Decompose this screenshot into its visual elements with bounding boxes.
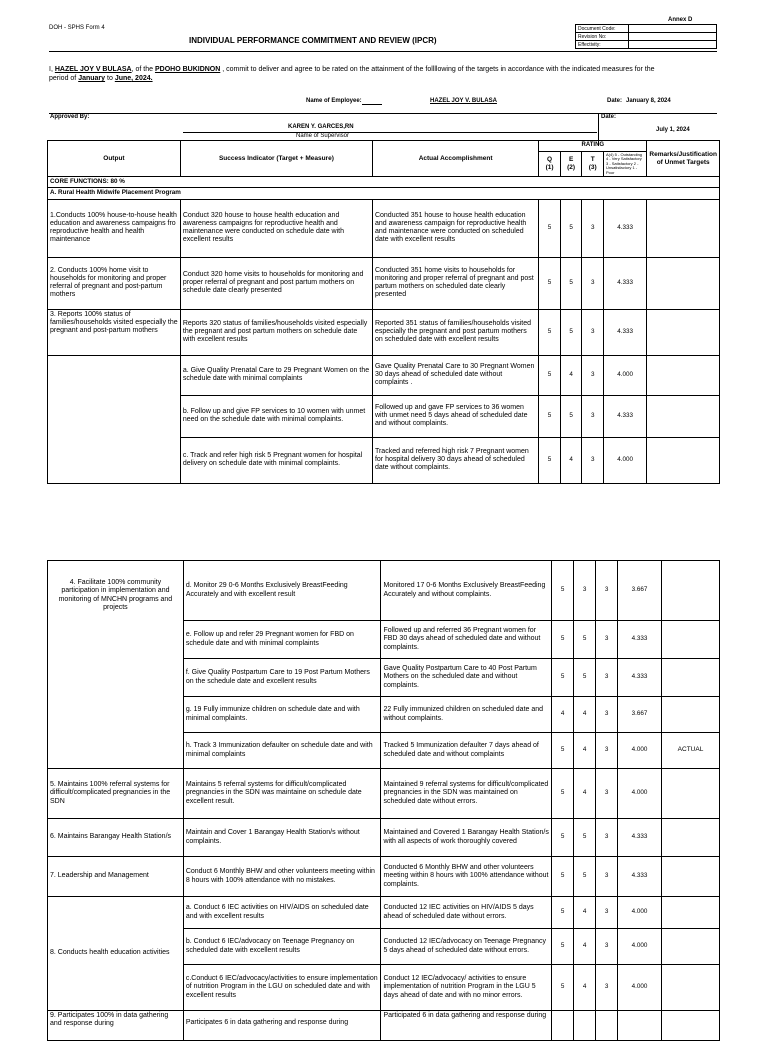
rating-a: 4.333 [603,309,646,355]
table-row [48,769,720,819]
rating-q: 5 [552,965,574,1011]
indicator-cell: Maintain and Cover 1 Barangay Health Station/s without complaints. [183,819,381,857]
rating-e: 4 [560,355,582,395]
remarks-cell [647,257,720,309]
rating-t: 3 [582,395,604,437]
header-remarks: Remarks/Justification of Unmet Targets [647,141,720,177]
rating-q: 5 [539,355,561,395]
indicator-cell: a. Give Quality Prenatal Care to 29 Pregnant Women on the schedule date with minimal complaints [180,355,372,395]
approval-date-label: Date: [601,114,617,120]
rating-a: 3.667 [618,697,662,733]
rating-t: 3 [596,819,618,857]
header-divider [49,51,717,52]
rating-a: 4.333 [618,621,662,659]
rating-t: 3 [582,355,604,395]
rating-e [574,1011,596,1041]
rating-t: 3 [582,257,604,309]
indicator-cell: Reports 320 status of families/households visited especially the pregnant and post partum mothers on schedule date with excellent results [180,309,372,355]
rating-q: 5 [552,733,574,769]
accomplishment-cell: Tracked and referred high risk 7 Pregnant women for hospital delivery 30 days ahead of scheduled date without complaints. [372,437,538,483]
header-q-letter: Q [547,156,553,164]
table-row [48,857,720,897]
rating-t: 3 [596,697,618,733]
program-row: A. Rural Health Midwife Placement Program [48,188,720,199]
period-from: January [78,75,106,82]
rating-e: 5 [560,395,582,437]
rating-a: 4.333 [618,857,662,897]
supervisor-line [183,132,597,133]
rating-t: 3 [582,309,604,355]
rating-q: 5 [539,257,561,309]
rating-e: 5 [560,309,582,355]
remarks-cell: ACTUAL [662,733,720,769]
table-row [48,257,720,309]
approval-top-line [49,113,717,114]
rating-scale-legend: 5 - Outstanding 4 - Very Satisfactory 3 - Satisfactory 2 - Unsatisfactory 1 - Poor [605,151,643,175]
remarks-cell [662,659,720,697]
accomplishment-cell: Conducted 351 house to house health education and awareness campaign for reproductive health and maintenance were conducted on scheduled date with excellent results [372,199,538,257]
remarks-cell [647,355,720,395]
core-functions-row: CORE FUNCTIONS: 80 % [48,177,720,188]
remarks-cell [647,395,720,437]
remarks-cell [662,965,720,1011]
indicator-cell: d. Monitor 29 0-6 Months Exclusively BreastFeeding Accurately and with excellent result [183,561,381,621]
rating-t: 3 [582,437,604,483]
output-cell [48,355,181,483]
rating-q: 5 [552,929,574,965]
form-code: DOH - SPHS Form 4 [49,25,105,31]
output-cell: 3. Reports 100% status of families/households visited especially the pregnant and post-partum mothers [48,309,181,355]
indicator-cell: h. Track 3 Immunization defaulter on schedule date and with minimal complaints [183,733,381,769]
period-to-word: to [107,75,113,82]
indicator-cell: c. Track and refer high risk 5 Pregnant women for hospital delivery on schedule date with minimal complaints. [180,437,372,483]
rating-t: 3 [596,659,618,697]
accomplishment-cell: Conducted 12 IEC activities on HIV/AIDS 5 days ahead of scheduled date without errors. [381,897,552,929]
table-row [48,355,720,395]
remarks-cell [662,857,720,897]
rating-q: 5 [539,437,561,483]
annex-label: Annex D [668,17,693,23]
accomplishment-cell: Conducted 12 IEC/advocacy on Teenage Pregnancy 5 days ahead of scheduled date without errors. [381,929,552,965]
page-title: INDIVIDUAL PERFORMANCE COMMITMENT AND REVIEW (IPCR) [189,36,437,45]
table-row [48,561,720,621]
commitment-text: , commit to deliver and agree to be rated on the attainment of the follllowing of the targets in accordance with the indicated measures for the [222,66,655,73]
approval-date-value: July 1, 2024 [656,127,690,133]
document-code-value [629,25,717,33]
table-row [48,1011,720,1041]
rating-t: 3 [596,965,618,1011]
rating-e: 4 [560,437,582,483]
rating-q: 5 [552,659,574,697]
rating-q [552,1011,574,1041]
supervisor-name: KAREN Y. GARCES,RN [288,124,354,130]
revision-no-value [629,33,717,41]
output-cell: 7. Leadership and Management [48,857,184,897]
header-success-indicator: Success Indicator (Target + Measure) [180,141,372,177]
rating-a: 4.000 [618,929,662,965]
output-cell: 1.Conducts 100% house-to-house health education and awareness campaigns fro reproductive health and health maintenance [48,199,181,257]
rating-t: 3 [596,929,618,965]
ipcr-table-page1 [47,140,720,484]
table-row [48,309,720,355]
rating-t: 3 [582,199,604,257]
table-row [48,897,720,929]
header-e-letter: E [568,156,574,164]
effectivity-label: Effectivity: [576,41,629,49]
header-a-letter: A [605,151,609,157]
employee-label: Name of Employee: [306,98,362,104]
rating-e: 4 [574,697,596,733]
remarks-cell [662,621,720,659]
accomplishment-cell: Monitored 17 0-6 Months Exclusively BreastFeeding Accurately and without complaints. [381,561,552,621]
header-a [603,151,646,177]
employee-name: HAZEL JOY V. BULASA [430,98,497,104]
header-q [539,151,561,177]
rating-a: 4.333 [603,395,646,437]
output-cell: 6. Maintains Barangay Health Station/s [48,819,184,857]
rating-a: 4.000 [618,733,662,769]
accomplishment-cell: Tracked 5 Immunization defaulter 7 days ahead of scheduled date and without complaints [381,733,552,769]
remarks-cell [647,199,720,257]
rating-e: 3 [574,561,596,621]
indicator-cell: g. 19 Fully immunize children on schedule date and with minimal complaints. [183,697,381,733]
remarks-cell [662,819,720,857]
commitment-statement [49,65,724,83]
rating-e: 4 [574,965,596,1011]
header-t [582,151,604,177]
accomplishment-cell: Gave Quality Prenatal Care to 30 Pregnant Women 30 days ahead of scheduled date without complaints . [372,355,538,395]
rating-q: 5 [552,561,574,621]
rating-q: 5 [552,857,574,897]
ipcr-table-page2 [47,560,720,1041]
output-cell: 2. Conducts 100% home visit to households for monitoring and proper referral of pregnant and post-partum mothers [48,257,181,309]
rating-a: 4.000 [618,769,662,819]
accomplishment-cell: Followed up and referred 36 Pregnant women for FBD 30 days ahead of scheduled date and without complaints. [381,621,552,659]
rating-t: 3 [596,769,618,819]
accomplishment-cell: Maintained and Covered 1 Barangay Health Station/s with all aspects of work thoroughly covered [381,819,552,857]
header-a-number: (4) [608,151,614,157]
table-row [48,199,720,257]
remarks-cell [662,769,720,819]
rating-q: 5 [539,199,561,257]
header-t-number: (3) [588,163,597,171]
output-cell: 5. Maintains 100% referral systems for difficult/complicated pregnancies in the SDN [48,769,184,819]
header-e-number: (2) [567,163,576,171]
commitment-i: I, [49,66,53,73]
output-cell: 8. Conducts health education activities [48,897,184,1011]
period-label: period of [49,75,77,82]
rating-e: 4 [574,769,596,819]
indicator-cell: Maintains 5 referral systems for difficult/complicated pregnancies in the SDN was maintaine on schedule date excellent result. [183,769,381,819]
supervisor-caption: Name of Supervisor [296,133,350,139]
output-cell: 4. Facilitate 100% community participation in implementation and monitoring of MNCHN programs and projects [48,561,184,769]
rating-a: 4.333 [603,257,646,309]
date-value: January 8, 2024 [626,98,671,104]
rating-e: 4 [574,929,596,965]
header-rating: RATING [539,141,647,152]
rating-q: 5 [539,309,561,355]
rating-a: 4.333 [618,659,662,697]
remarks-cell [647,309,720,355]
indicator-cell: a. Conduct 6 IEC activities on HIV/AIDS on scheduled date and with excellent results [183,897,381,929]
output-cell: 9. Participates 100% in data gathering and response during [48,1011,184,1041]
rating-e: 4 [574,897,596,929]
rating-q: 5 [552,769,574,819]
accomplishment-cell: Participated 6 in data gathering and response during [381,1011,552,1041]
rating-t: 3 [596,857,618,897]
accomplishment-cell: Maintained 9 referral systems for difficult/complicated pregnancies in the SDN was maintained on scheduled date without errors. [381,769,552,819]
rating-t: 3 [596,733,618,769]
rating-e: 5 [574,857,596,897]
indicator-cell: Conduct 6 Monthly BHW and other volunteers meeting within 8 hours with 100% attendance with no mistakes. [183,857,381,897]
rating-e: 5 [560,199,582,257]
rating-t: 3 [596,561,618,621]
header-output: Output [48,141,181,177]
accomplishment-cell: Conducted 351 home visits to households for monitoring and proper referral of pregnant and post partum mothers on scheduled date clearly presented [372,257,538,309]
indicator-cell: f. Give Quality Postpartum Care to 19 Post Partum Mothers on the schedule date and excellent results [183,659,381,697]
rating-a: 4.000 [603,437,646,483]
approved-by-label: Approved By: [50,114,90,120]
remarks-cell [662,929,720,965]
rating-q: 5 [539,395,561,437]
indicator-cell: b. Conduct 6 IEC/advocacy on Teenage Pregnancy on scheduled date with excellent results [183,929,381,965]
rating-a: 4.333 [618,819,662,857]
remarks-cell [662,561,720,621]
employee-label-line [362,104,382,105]
accomplishment-cell: 22 Fully immunized children on scheduled date and without complaints. [381,697,552,733]
indicator-cell: Conduct 320 house to house health education and awareness campaigns for reproductive health and maintenance were conducted on schedule date with excellent results [180,199,372,257]
rating-a [618,1011,662,1041]
rating-a: 4.000 [618,965,662,1011]
rating-t: 3 [596,621,618,659]
document-info-table [575,24,717,49]
accomplishment-cell: Followed up and gave FP services to 36 women with unmet need 5 days ahead of scheduled date and without complaints. [372,395,538,437]
rating-a: 3.667 [618,561,662,621]
period-year: , 2024. [131,75,153,82]
date-label: Date: [607,98,623,104]
header-q-number: (1) [545,163,554,171]
rating-q: 5 [552,897,574,929]
commitment-of-the: , of the [131,66,154,73]
remarks-cell [662,1011,720,1041]
accomplishment-cell: Conducted 6 Monthly BHW and other volunteers meeting within 8 hours with 100% attendance without complaints. [381,857,552,897]
header-actual-accomplishment: Actual Accomplishment [372,141,538,177]
indicator-cell: e. Follow up and refer 29 Pregnant women for FBD on schedule date and with minimal complaints [183,621,381,659]
rating-q: 5 [552,621,574,659]
table-row [48,819,720,857]
indicator-cell: c.Conduct 6 IEC/advocacy/activities to ensure implementation of nutrition Program in the LGU on scheduled date and with excellent results [183,965,381,1011]
accomplishment-cell: Reported 351 status of families/households visited especially the pregnant and post partum mothers on scheduled date with excellent results [372,309,538,355]
rating-e: 5 [574,819,596,857]
period-to: June [114,75,132,82]
revision-no-label: Revision No: [576,33,629,41]
indicator-cell: Conduct 320 home visits to households for monitoring and proper referral of pregnant and post partum mothers on schedule date clearly presented [180,257,372,309]
rating-e: 4 [574,733,596,769]
rating-t [596,1011,618,1041]
office-name: PDOHO BUKIDNON [154,66,221,73]
rating-e: 5 [560,257,582,309]
document-code-label: Document Code: [576,25,629,33]
employee-name-inline: HAZEL JOY V BULASA [54,66,132,73]
remarks-cell [662,897,720,929]
indicator-cell: Participates 6 in data gathering and response during [183,1011,381,1041]
rating-a: 4.000 [603,355,646,395]
effectivity-value [629,41,717,49]
remarks-cell [647,437,720,483]
rating-e: 5 [574,621,596,659]
rating-a: 4.000 [618,897,662,929]
rating-q: 4 [552,697,574,733]
accomplishment-cell: Gave Quality Postpartum Care to 40 Post Partum Mothers on the scheduled date and without complaints. [381,659,552,697]
header-t-letter: T [590,156,595,164]
rating-e: 5 [574,659,596,697]
indicator-cell: b. Follow up and give FP services to 10 women with unmet need on the schedule date with minimal complaints. [180,395,372,437]
remarks-cell [662,697,720,733]
accomplishment-cell: Conduct 12 IEC/advocacy/ activities to ensure implementation of nutrition Program in the LGU 5 days ahead of date and with no minor errors. [381,965,552,1011]
rating-q: 5 [552,819,574,857]
rating-a: 4.333 [603,199,646,257]
rating-t: 3 [596,897,618,929]
header-e [560,151,582,177]
